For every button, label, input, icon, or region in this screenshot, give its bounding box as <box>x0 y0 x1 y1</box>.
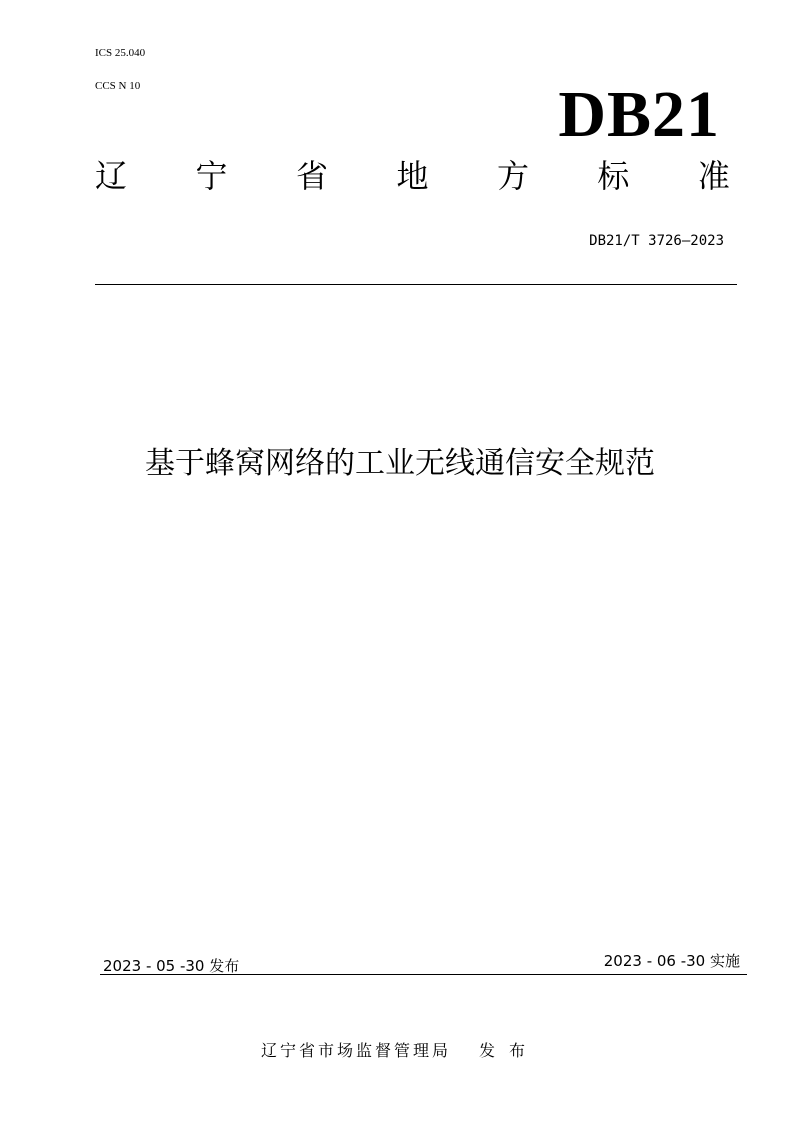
db21-logo: DB21 <box>558 78 720 151</box>
standard-level-char: 标 <box>597 157 630 195</box>
standard-level-char: 方 <box>496 157 529 195</box>
standard-level-char: 宁 <box>195 157 228 195</box>
ics-code: ICS 25.040 <box>95 47 146 59</box>
standard-level-heading <box>95 156 730 196</box>
publish-date: 2023 - 05 -30 发布 <box>103 957 240 975</box>
ccs-code: CCS N 10 <box>95 80 141 92</box>
standard-level-char: 省 <box>295 157 328 195</box>
implementation-date: 2023 - 06 -30 实施 <box>603 952 740 970</box>
issuer-organization: 辽宁省市场监督管理局 <box>260 1041 451 1060</box>
standard-level-char: 准 <box>697 157 730 195</box>
standard-level-char: 地 <box>396 157 429 195</box>
standard-level-char: 辽 <box>95 157 128 195</box>
document-title: 基于蜂窝网络的工业无线通信安全规范 <box>145 446 655 481</box>
dates-divider <box>100 974 747 975</box>
issuer-action: 发布 <box>479 1041 540 1060</box>
header-divider <box>95 284 737 285</box>
issuing-authority <box>0 1040 800 1062</box>
standard-number: DB21/T 3726—2023 <box>589 233 724 249</box>
